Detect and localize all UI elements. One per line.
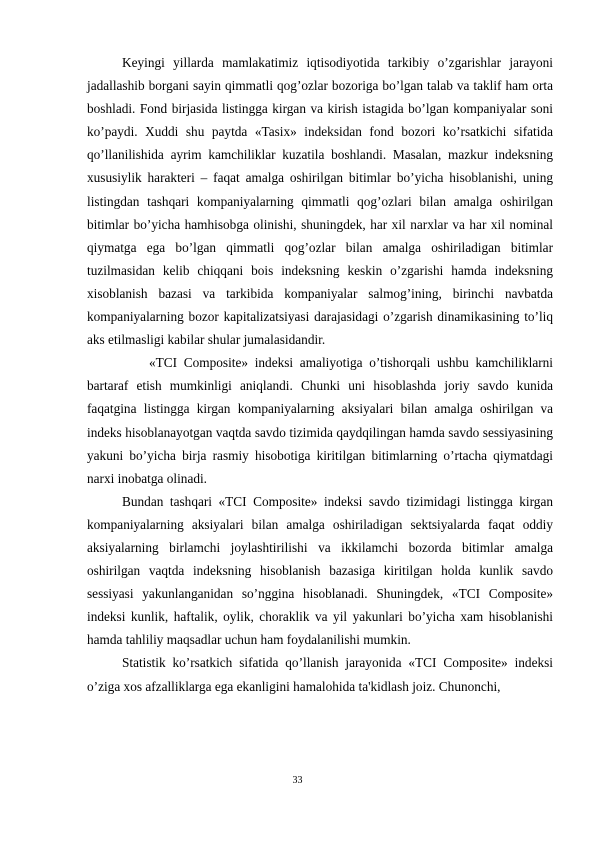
- page-number: 33: [292, 775, 303, 786]
- paragraph-3: Bundan tashqari «TCI Composite» indeksi savdo tizimidagi listingga kirgan kompaniyalarning aksiyalari bilan amalga oshiriladigan sektsiyalarda faqat oddiy aksiyalarning birlamchi joylashtirilishi va ikkilamchi bozorda bitimlar amalga oshirilgan vaqtda indeksning hisoblanish bazasiga kiritilgan holda kunlik savdo sessiyasi yakunlanganidan so’nggina hisoblanadi. Shuningdek, «TCI Composite» indeksi kunlik, haftalik, oylik, choraklik va yil yakunlari bo’yicha xam hisoblanishi hamda tahliliy maqsadlar uchun ham foydalanilishi mumkin.: [87, 493, 553, 648]
- paragraph-2: «TCI Composite» indeksi amaliyotiga o’tishorqali ushbu kamchiliklarni bartaraf etish mumkinligi aniqlandi. Chunki uni hisoblashda joriy savdo kunida faqatgina listingga kirgan kompaniyalarning aksiyalari bilan amalga oshirilgan va indeks hisoblanayotgan vaqtda savdo tizimida qaydqilingan hamda savdo sessiyasining yakuni bo’yicha birja rasmiy hisobotiga kiritilgan bitimlarning o’rtacha qiymatdagi narxi inobatga olinadi.: [87, 355, 553, 486]
- paragraph-1: Keyingi yillarda mamlakatimiz iqtisodiyotida tarkibiy o’zgarishlar jarayoni jadallashib borgani sayin qimmatli qog’ozlar bozoriga bo’lgan talab va taklif ham orta boshladi. Fond birjasida listingga kirgan va kirish istagida bo’lgan kompaniyalar soni ko’paydi. Xuddi shu paytda «Tasix» indeksidan fond bozori ko’rsatkichi sifatida qo’llanilishida ayrim kamchiliklar kuzatila boshlandi. Masalan, mazkur indeksning xususiylik harakteri – faqat amalga oshirilgan bitimlar bo’yicha hisoblanishi, uning listingdan tashqari kompaniyalarning qimmatli qog’ozlari bilan amalga oshirilgan bitimlar bo’yicha hamhisobga olinishi, shuningdek, har xil narxlar va har xil nominal qiymatga ega bo’lgan qimmatli qog’ozlar bilan amalga oshiriladigan bitimlar tuzilmasidan kelib chiqqani bois indeksning keskin o’zgarishi hamda indeksning xisoblanish bazasi va tarkibida kompaniyalar salmog’ining, birinchi navbatda kompaniyalarning bozor kapitalizatsiyasi darajasidagi o’zgarish dinamikasining to’liq aks etilmasligi kabilar shular jumalasidandir.: [87, 55, 553, 348]
- document-body: [87, 51, 553, 698]
- paragraph-4: Statistik ko’rsatkich sifatida qo’llanish jarayonida «TCI Composite» indeksi o’ziga xos afzalliklarga ega ekanligini hamalohida ta'kidlash joiz. Chunonchi,: [87, 655, 553, 694]
